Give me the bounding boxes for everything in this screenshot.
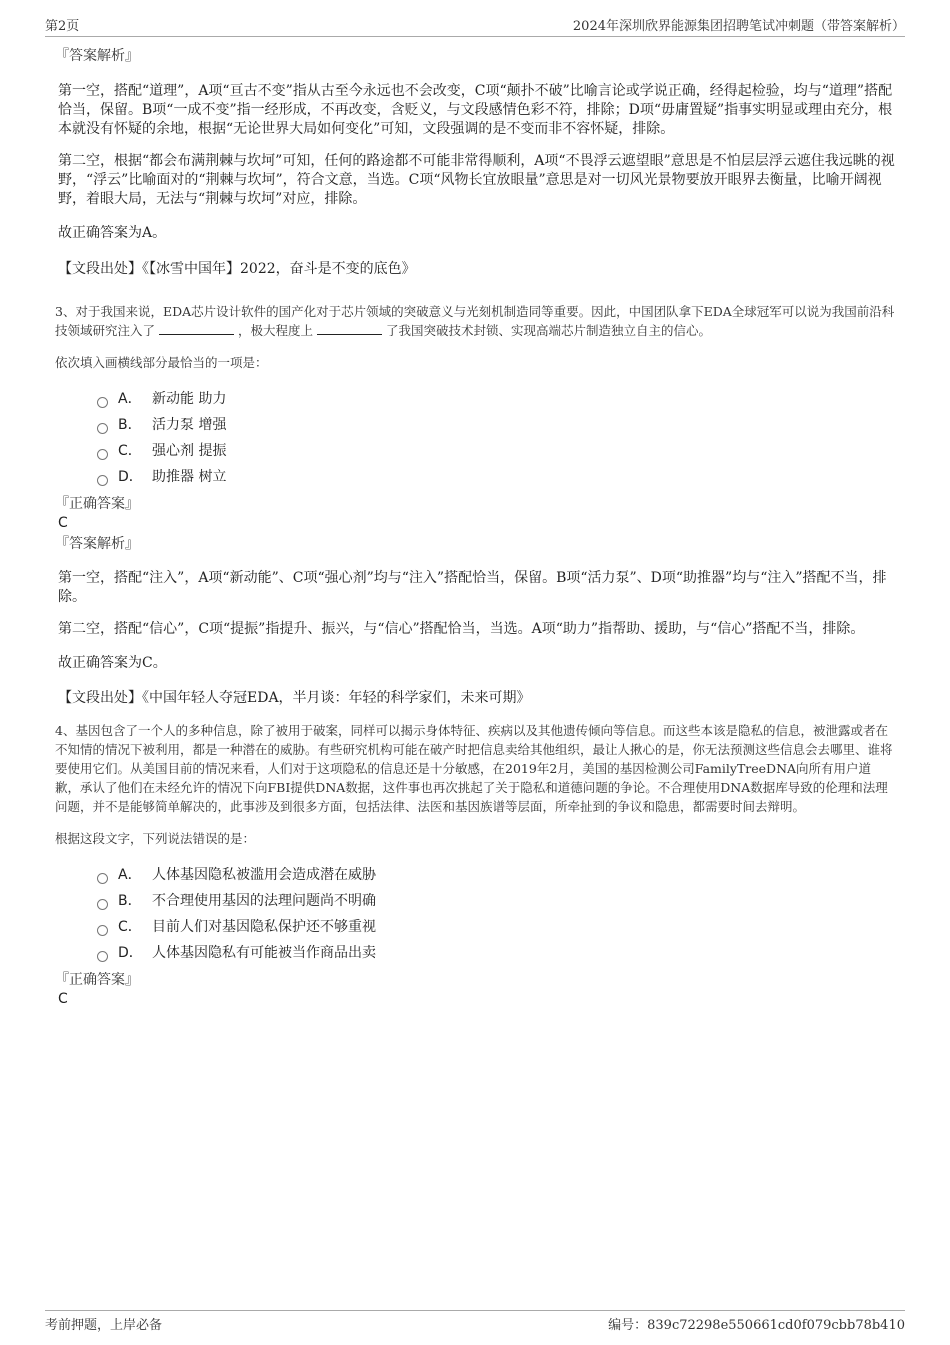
- footer-slogan: 考前押题，上岸必备: [45, 1317, 163, 1333]
- radio-icon[interactable]: [97, 397, 108, 408]
- q4-prompt: 根据这段文字，下列说法错误的是：: [55, 831, 256, 846]
- prev-analysis-p1: 第一空，搭配“道理”，A项“亘古不变”指从古至今永远也不会改变，C项“颠扑不破”比喻言论或学说正确，经得起检验，均与“道理”搭配恰当，保留。B项“一成不变”指一经形成，不再改变，含贬义，与文段感情色彩不符，排除；D项“毋庸置疑”指事实明显或理由充分，根本就没有怀疑的余地，根据“无论世界大局如何变化”可知，文段强调的是不变而非不容怀疑，排除。: [58, 83, 893, 137]
- option-text: 目前人们对基因隐私保护还不够重视: [152, 919, 376, 935]
- q3-analysis-p2: 第二空，搭配“信心”，C项“提振”指提升、振兴，与“信心”搭配恰当，当选。A项“助力”指帮助、援助，与“信心”搭配不当，排除。: [58, 621, 865, 637]
- option-text: 新动能 助力: [152, 391, 227, 407]
- q3-conclusion: 故正确答案为C。: [58, 655, 167, 671]
- option-text: 人体基因隐私有可能被当作商品出卖: [152, 945, 376, 961]
- q3-blank-1: [159, 322, 234, 335]
- q3-blank-2: [317, 322, 382, 335]
- q3-analysis-label: 『答案解析』: [55, 536, 139, 552]
- page-footer: [45, 1310, 905, 1333]
- option-letter: B．: [118, 417, 142, 433]
- radio-icon[interactable]: [97, 951, 108, 962]
- q3-prompt: 依次填入画横线部分最恰当的一项是：: [55, 355, 268, 370]
- page-header: [45, 14, 905, 37]
- prev-source: 【文段出处】《【冰雪中国年】2022，奋斗是不变的底色》: [58, 261, 416, 277]
- q3-source: 【文段出处】《中国年轻人夺冠EDA，半月谈：年轻的科学家们，未来可期》: [58, 690, 531, 706]
- document-title: 2024年深圳欣界能源集团招聘笔试冲刺题（带答案解析）: [572, 19, 905, 34]
- q4-option-c[interactable]: [55, 914, 895, 940]
- option-letter: C．: [118, 919, 142, 935]
- q4-stem: 4、基因包含了一个人的多种信息，除了被用于破案，同样可以揭示身体特征、疾病以及其他遗传倾向等信息。而这些本该是隐私的信息，被泄露或者在不知情的情况下被利用，都是一种潜在的威胁。有些研究机构可能在破产时把信息卖给其他组织，最让人揪心的是，你无法预测这些信息会去哪里、谁将要使用它们。从美国目前的情况来看，人们对于这项隐私的信息还是十分敏感，在2019年2月，美国的基因检测公司FamilyTreeDNA向所有用户道歉，承认了他们在未经允许的情况下向FBI提供DNA数据，这件事也再次挑起了关于隐私和道德问题的争论。不合理使用DNA数据库导致的伦理和法理问题，并不是能够简单解决的，此事涉及到很多方面，包括法律、法医和基因族谱等层面，所牵扯到的争议和隐患，都需要时间去辩明。: [55, 723, 893, 814]
- q4-answer-label: 『正确答案』: [55, 972, 139, 988]
- prev-analysis-label: 『答案解析』: [55, 48, 139, 64]
- page-content: [55, 44, 895, 1008]
- q3-stem: [55, 302, 895, 340]
- radio-icon[interactable]: [97, 925, 108, 936]
- option-letter: D．: [118, 469, 143, 485]
- q3-option-d[interactable]: [55, 464, 895, 490]
- q4-options: [55, 862, 895, 966]
- q3-stem-part-a: 3、对于我国来说，EDA芯片设计软件的国产化对于芯片领域的突破意义与光刻机制造同等重要。因此，中国团队拿下EDA全球冠军可以说为我国前沿科技领域研究注入了: [55, 304, 895, 338]
- radio-icon[interactable]: [97, 475, 108, 486]
- option-text: 人体基因隐私被滥用会造成潜在威胁: [152, 867, 376, 883]
- q3-answer: C: [58, 515, 68, 531]
- prev-conclusion: 故正确答案为A。: [58, 225, 167, 241]
- q4-option-b[interactable]: [55, 888, 895, 914]
- q3-options: [55, 386, 895, 490]
- q3-answer-label: 『正确答案』: [55, 496, 139, 512]
- q3-analysis-p1: 第一空，搭配“注入”，A项“新动能”、C项“强心剂”均与“注入”搭配恰当，保留。B项“活力泵”、D项“助推器”均与“注入”搭配不当，排除。: [58, 570, 887, 605]
- q4-answer: C: [58, 991, 68, 1007]
- option-letter: D．: [118, 945, 143, 961]
- option-letter: A．: [118, 391, 142, 407]
- page-number: 第2页: [45, 19, 80, 34]
- q4-option-a[interactable]: [55, 862, 895, 888]
- q4-option-d[interactable]: [55, 940, 895, 966]
- q3-option-b[interactable]: [55, 412, 895, 438]
- radio-icon[interactable]: [97, 423, 108, 434]
- q3-option-c[interactable]: [55, 438, 895, 464]
- option-letter: B．: [118, 893, 142, 909]
- prev-analysis-p2: 第二空，根据“都会布满荆棘与坎坷”可知，任何的路途都不可能非常得顺利，A项“不畏浮云遮望眼”意思是不怕层层浮云遮住我远眺的视野，“浮云”比喻面对的“荆棘与坎坷”，符合文意，当选。C项“风物长宜放眼量”意思是对一切风光景物要放开眼界去衡量，比喻开阔视野，着眼大局，无法与“荆棘与坎坷”对应，排除。: [58, 153, 895, 207]
- option-text: 助推器 树立: [152, 469, 227, 485]
- option-letter: A．: [118, 867, 142, 883]
- radio-icon[interactable]: [97, 449, 108, 460]
- footer-serial: 编号：839c72298e550661cd0f079cbb78b410: [608, 1317, 905, 1333]
- q3-stem-part-b: ，极大程度上: [238, 323, 314, 338]
- radio-icon[interactable]: [97, 899, 108, 910]
- option-text: 活力泵 增强: [152, 417, 227, 433]
- option-text: 强心剂 提振: [152, 443, 227, 459]
- q3-stem-part-c: 了我国突破技术封锁、实现高端芯片制造独立自主的信心。: [386, 323, 712, 338]
- option-letter: C．: [118, 443, 142, 459]
- radio-icon[interactable]: [97, 873, 108, 884]
- q3-option-a[interactable]: [55, 386, 895, 412]
- option-text: 不合理使用基因的法理问题尚不明确: [152, 893, 376, 909]
